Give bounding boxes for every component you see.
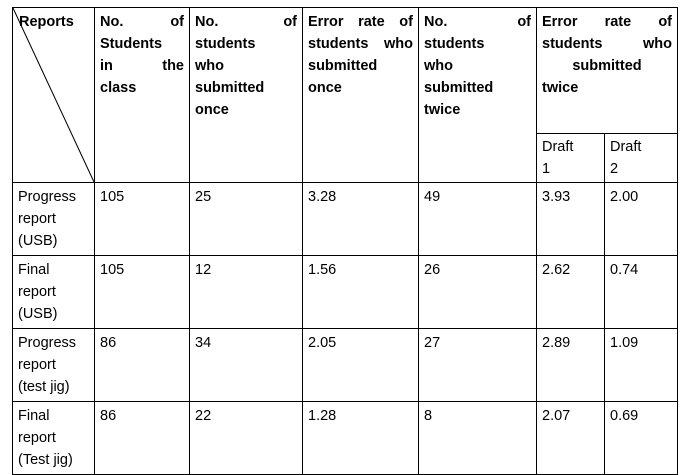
draft1-cell: 2.62 [537, 256, 605, 329]
submitted-once-cell: 22 [190, 402, 303, 475]
draft2-cell: 0.69 [605, 402, 678, 475]
subheader-draft-2: Draft 2 [605, 134, 678, 183]
draft1-cell: 2.07 [537, 402, 605, 475]
submitted-twice-cell: 26 [419, 256, 537, 329]
header-students-in-class: No. of Students in the class [95, 8, 190, 183]
diagonal-divider [13, 8, 94, 182]
table-row [13, 329, 678, 402]
corner-label: Reports [19, 14, 74, 30]
report-name-cell: Progress report (USB) [13, 183, 95, 256]
submitted-once-cell: 12 [190, 256, 303, 329]
table-row [13, 256, 678, 329]
header-submitted-twice: No. of students who submitted twice [419, 8, 537, 183]
header-error-rate-once: Error rate of students who submitted once [303, 8, 419, 183]
submitted-twice-cell: 8 [419, 402, 537, 475]
students-cell: 86 [95, 402, 190, 475]
submitted-twice-cell: 49 [419, 183, 537, 256]
reports-table [12, 7, 678, 475]
students-cell: 105 [95, 256, 190, 329]
students-cell: 86 [95, 329, 190, 402]
table-row [13, 402, 678, 475]
report-name-cell: Progress report (test jig) [13, 329, 95, 402]
error-once-cell: 3.28 [303, 183, 419, 256]
table-row [13, 183, 678, 256]
header-error-rate-twice: Error rate of students who submitted twice [537, 8, 678, 134]
report-name-cell: Final report (Test jig) [13, 402, 95, 475]
draft2-cell: 2.00 [605, 183, 678, 256]
draft1-cell: 2.89 [537, 329, 605, 402]
submitted-once-cell: 34 [190, 329, 303, 402]
submitted-twice-cell: 27 [419, 329, 537, 402]
error-once-cell: 2.05 [303, 329, 419, 402]
corner-header-cell [13, 8, 95, 183]
draft2-cell: 0.74 [605, 256, 678, 329]
submitted-once-cell: 25 [190, 183, 303, 256]
subheader-draft-1: Draft 1 [537, 134, 605, 183]
draft2-cell: 1.09 [605, 329, 678, 402]
students-cell: 105 [95, 183, 190, 256]
header-submitted-once: No. of students who submitted once [190, 8, 303, 183]
error-once-cell: 1.56 [303, 256, 419, 329]
error-once-cell: 1.28 [303, 402, 419, 475]
draft1-cell: 3.93 [537, 183, 605, 256]
report-name-cell: Final report (USB) [13, 256, 95, 329]
